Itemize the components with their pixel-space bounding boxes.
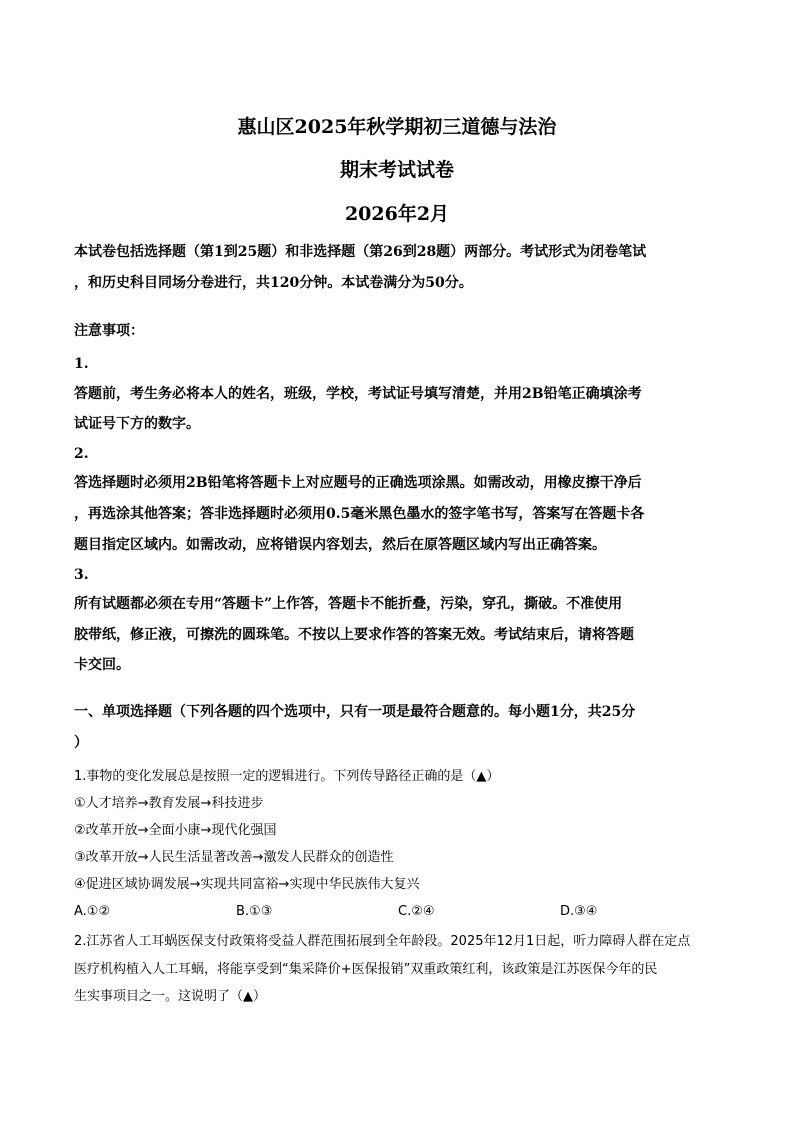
option-b: B.①③ [236,904,273,919]
notice-item-line: 答选择题时必须用2B铅笔将答题卡上对应题号的正确选项涂黑。如需改动，用橡皮擦干净后 [74,475,642,491]
exam-date: 2026年2月 [344,203,450,225]
intro-line: ，和历史科目同场分卷进行，共120分钟。本试卷满分为50分。 [74,275,473,291]
question-1-statement: ①人才培养→教育发展→科技进步 [74,796,264,811]
question-1-statement: ④促进区域协调发展→实现共同富裕→实现中华民族伟大复兴 [74,877,420,892]
notice-heading: 注意事项： [74,323,144,339]
notice-item-number: 2. [74,446,89,462]
question-2-line: 医疗机构植入人工耳蜗，将能享受到“集采降价+医保报销”双重政策红利，该政策是江苏医保今年的民 [74,962,658,977]
question-1-stem: 1.事物的变化发展总是按照一定的逻辑进行。下列传导路径正确的是（▲） [74,769,500,784]
notice-item-line: 试证号下方的数字。 [74,416,200,432]
notice-item-line: 所有试题都必须在专用“答题卡”上作答，答题卡不能折叠，污染，穿孔，撕破。不准使用 [74,596,623,612]
section-heading: ） [74,735,88,751]
notice-item-line: 答题前，考生务必将本人的姓名，班级，学校，考试证号填写清楚，并用2B铅笔正确填涂考 [74,386,642,402]
exam-title-line2: 期末考试试卷 [339,159,454,181]
option-a: A.①② [74,904,111,919]
intro-line: 本试卷包括选择题（第1到25题）和非选择题（第26到28题）两部分。考试形式为闭卷笔试 [74,244,647,260]
question-1-statement: ②改革开放→全面小康→现代化强国 [74,823,277,838]
notice-item-line: 卡交回。 [74,657,130,673]
notice-item-number: 1. [74,356,89,372]
option-d: D.③④ [560,904,598,919]
notice-item-line: ，再选涂其他答案；答非选择题时必须用0.5毫米黑色墨水的签字笔书写，答案写在答题卡各 [74,506,645,522]
notice-item-number: 3. [74,567,89,583]
question-1-statement: ③改革开放→人民生活显著改善→激发人民群众的创造性 [74,850,394,865]
question-2-line: 2.江苏省人工耳蜗医保支付政策将受益人群范围拓展到全年龄段。2025年12月1日起，听力障碍人群在定点 [74,934,691,949]
option-c: C.②④ [398,904,435,919]
notice-item-line: 题目指定区域内。如需改动，应将错误内容划去，然后在原答题区域内写出正确答案。 [74,537,606,553]
exam-title-line1: 惠山区2025年秋学期初三道德与法治 [237,116,557,138]
section-heading: 一、单项选择题（下列各题的四个选项中，只有一项是最符合题意的。每小题1分，共25分 [74,704,636,720]
notice-item-line: 胶带纸，修正液，可擦洗的圆珠笔。不按以上要求作答的答案无效。考试结束后，请将答题 [74,627,634,643]
question-2-line: 生实事项目之一。这说明了（▲） [74,989,266,1004]
